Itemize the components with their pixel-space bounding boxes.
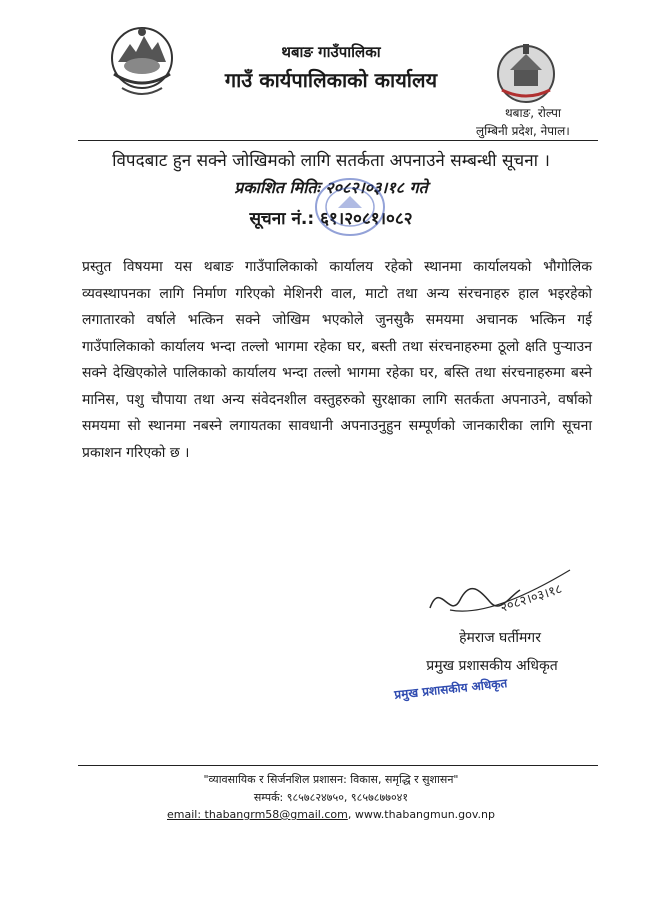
official-stamp: प्रमुख प्रशासकीय अधिकृत bbox=[393, 676, 508, 702]
footer-motto: "व्यावसायिक र सिर्जनशिल प्रशासन: विकास, समृद्धि र सुशासन" bbox=[203, 773, 459, 786]
email-link[interactable]: email: thabangrm58@gmail.com bbox=[167, 808, 348, 821]
address-line-1: थबाङ, रोल्पा bbox=[505, 106, 561, 120]
svg-text:२०८२।०३।१८: २०८२।०३।१८ bbox=[498, 581, 565, 616]
footer-separator: , bbox=[347, 808, 352, 821]
footer-contact: सम्पर्क: ९८५७८२४७५०, ९८५७८७७०४१ bbox=[253, 791, 409, 804]
notice-number: सूचना नं.: ६१।२०८१।०८२ bbox=[249, 209, 413, 229]
office-seal-icon bbox=[300, 172, 400, 242]
footer-divider bbox=[78, 765, 598, 766]
address-line-2: लुम्बिनी प्रदेश, नेपाल। bbox=[476, 124, 570, 138]
header-divider bbox=[78, 140, 598, 141]
signer-name: हेमराज घर्तीमगर bbox=[459, 630, 541, 646]
palace-emblem-icon bbox=[492, 38, 560, 106]
municipality-name: थबाङ गाउँपालिका bbox=[281, 43, 381, 61]
office-name: गाउँ कार्यपालिकाको कार्यालय bbox=[224, 68, 438, 92]
signer-title: प्रमुख प्रशासकीय अधिकृत bbox=[426, 658, 558, 674]
website-link[interactable]: www.thabangmun.gov.np bbox=[354, 808, 495, 821]
notice-subject: विपदबाट हुन सक्ने जोखिमको लागि सतर्कता अपनाउने सम्बन्धी सूचना । bbox=[112, 151, 550, 171]
signature-icon bbox=[420, 560, 580, 630]
published-date: प्रकाशित मितिः २०८२।०३।१८ गते bbox=[234, 178, 428, 197]
notice-body: प्रस्तुत विषयमा यस थबाङ गाउँपालिकाको कार्यालय रहेको स्थानमा कार्यालयको भौगोलिक व्यवस्थापनका लागि निर्माण गरिएको मेशिनरी वाल, माटो तथा अन्य संरचनाहरु हाल भइरहेको लगातारको वर्षाले भत्किन सक्ने जोखिम भएकोले जुनसुकै समयमा अचानक भत्किन गई गाउँपालिकाको कार्यालय भन्दा तल्लो भागमा रहेका घर, बस्ती तथा संरचनाहरुमा ठूलो क्षति पुऱ्याउन सक्ने देखिएकोले पालिकाको कार्यालय भन्दा तल्लो भागमा रहेका घर, बस्ति तथा संरचनाहरुमा बस्ने मानिस, पशु चौपाया तथा अन्य संवेदनशील वस्तुहरुको सुरक्षाका लागि सतर्कता अपनाउने, वर्षाको समयमा सो स्थानमा नबस्ने लगायतका सावधानी अपनाउनुहुन सम्पूर्णको जानकारीका लागि सूचना प्रकाशन गरिएको छ । bbox=[82, 259, 592, 461]
footer-links bbox=[0, 808, 662, 821]
